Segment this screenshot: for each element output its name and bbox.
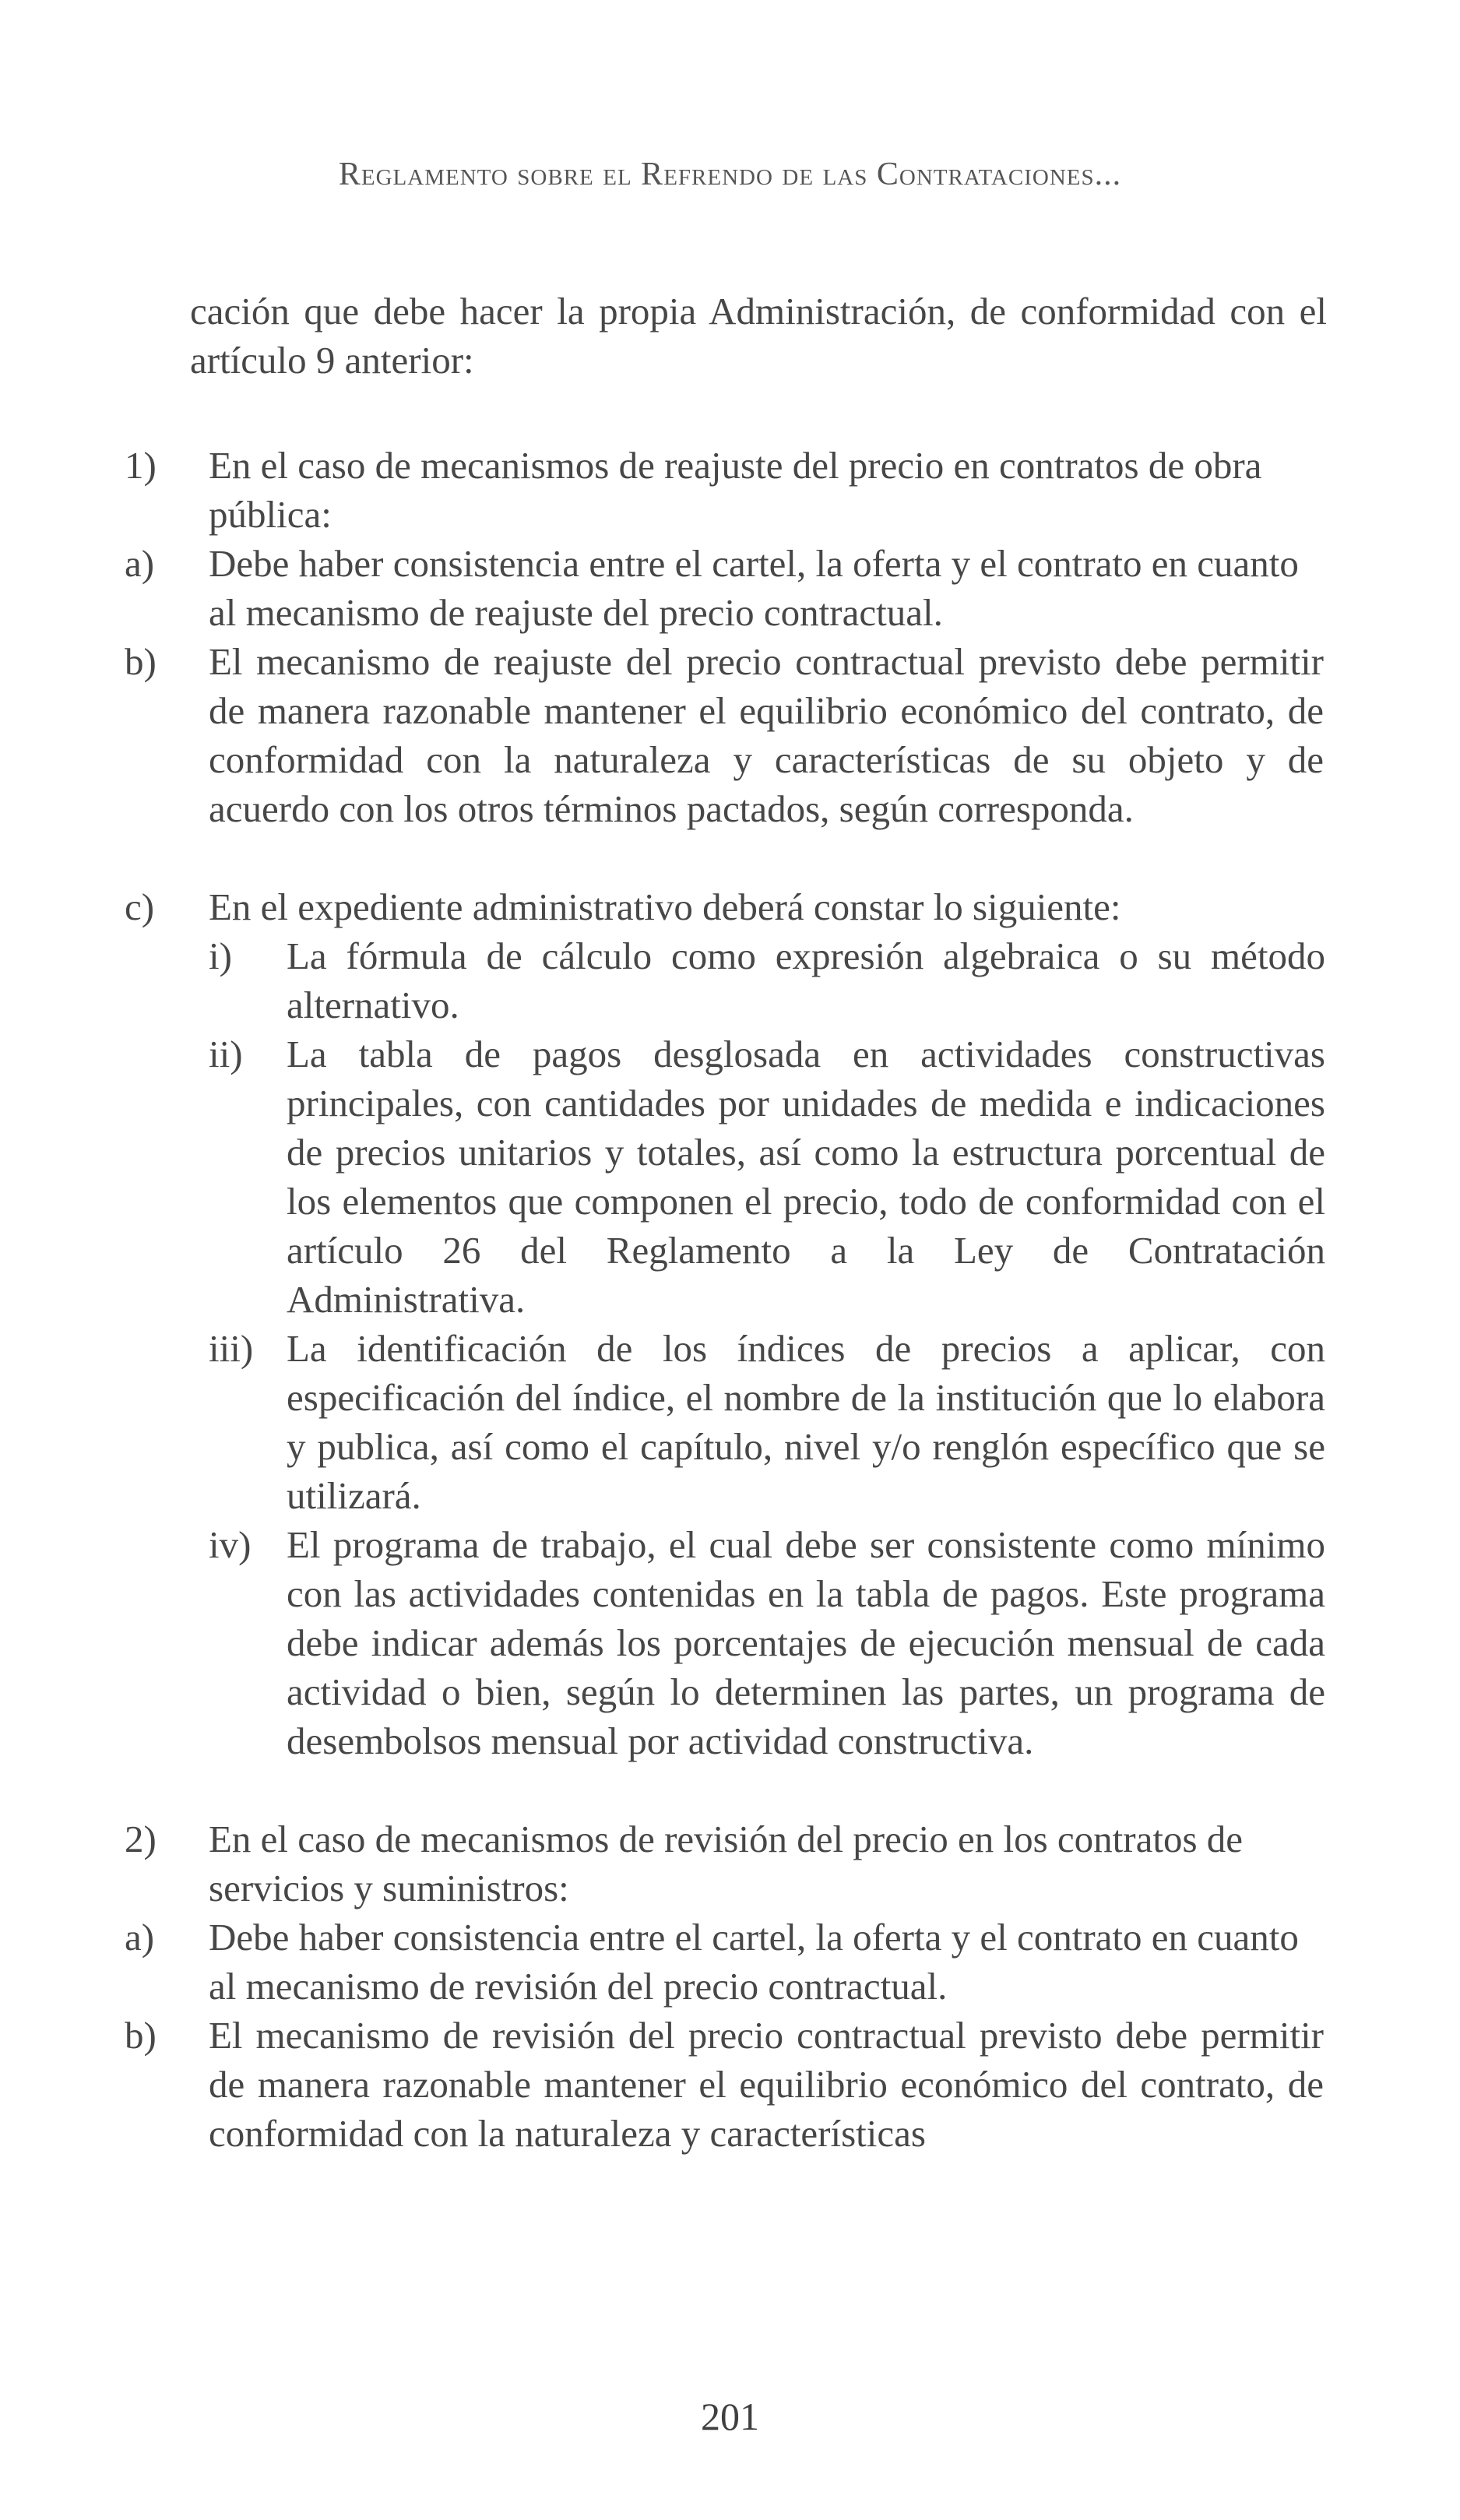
list-item: El programa de trabajo, el cual debe ser consistente como mínimo con las actividades contenidas en la tabla de pagos. Este programa debe indicar además los porcentajes de ejecución mensual de cada actividad o bien, según lo determinen las partes, un programa de desembolsos mensual por actividad constructiva.	[287, 1523, 1325, 1762]
running-head: Reglamento sobre el Refrendo de las Contrataciones...	[338, 157, 1122, 192]
list-item: El mecanismo de revisión del precio contractual previsto debe permitir de manera razonable mantener el equilibrio económico del contrato, de conformidad con la naturaleza y características	[209, 2014, 1324, 2155]
page-number: 201	[701, 2395, 759, 2438]
list-marker: ii)	[209, 1033, 243, 1075]
list-marker: b)	[125, 2014, 157, 2057]
list-item: El mecanismo de reajuste del precio contractual previsto debe permitir de manera razonable mantener el equilibrio económico del contrato, de conformidad con la naturaleza y características de su objeto y de acuerdo con los otros términos pactados, según corresponda.	[209, 640, 1324, 830]
list-item: La fórmula de cálculo como expresión algebraica o su método alternativo.	[287, 934, 1325, 1026]
list-marker: 2)	[125, 1818, 157, 1860]
list-item: La tabla de pagos desglosada en actividades constructivas principales, con cantidades por unidades de medida e indicaciones de precios unitarios y totales, así como la estructura porcentual de los elementos que componen el precio, todo de conformidad con el artículo 26 del Reglamento a la Ley de Contratación Administrativa.	[287, 1033, 1325, 1321]
list-marker: 1)	[125, 444, 157, 487]
list-item: Debe haber consistencia entre el cartel, la oferta y el contrato en cuanto al mecanismo de reajuste del precio contractual.	[209, 542, 1299, 634]
list-marker: a)	[125, 542, 155, 585]
list-marker: b)	[125, 640, 157, 683]
list-marker: c)	[125, 885, 155, 928]
list-item: En el expediente administrativo deberá constar lo siguiente:	[209, 885, 1121, 928]
list-marker: a)	[125, 1916, 155, 1959]
list-item: Debe haber consistencia entre el cartel, la oferta y el contrato en cuanto al mecanismo de revisión del precio contractual.	[209, 1916, 1299, 2008]
list-item: En el caso de mecanismos de reajuste del precio en contratos de obra pública:	[209, 444, 1262, 536]
list-item: La identificación de los índices de precios a aplicar, con especificación del índice, el nombre de la institución que lo elabora y publica, así como el capítulo, nivel y/o renglón específico que se utilizará.	[287, 1327, 1325, 1517]
intro-paragraph: cación que debe hacer la propia Administración, de conformidad con el artículo 9 anterior:	[190, 290, 1327, 382]
list-item: En el caso de mecanismos de revisión del precio en los contratos de servicios y suministros:	[209, 1818, 1244, 1909]
list-marker: iii)	[209, 1327, 254, 1370]
list-marker: i)	[209, 934, 232, 977]
list-marker: iv)	[209, 1523, 252, 1566]
